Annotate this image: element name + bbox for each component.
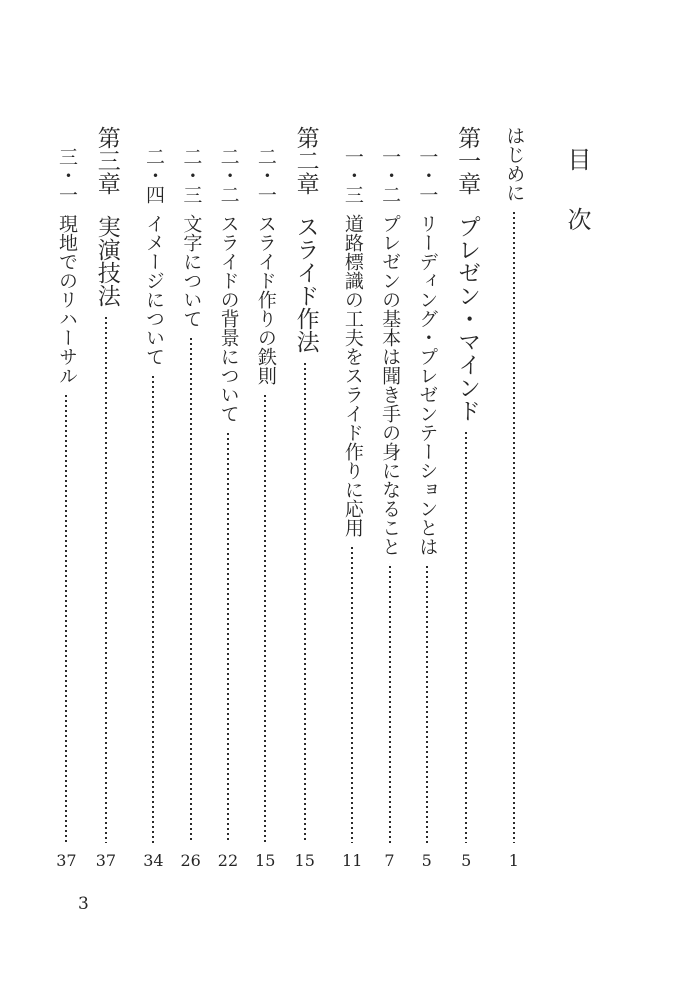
dotted-leader xyxy=(389,566,391,843)
toc-entry xyxy=(143,126,164,869)
dotted-leader xyxy=(304,363,306,843)
toc-entry-label: 二・一 xyxy=(254,147,277,204)
toc-entry xyxy=(217,126,238,869)
toc-entry-page-number: 37 xyxy=(56,851,77,870)
toc-entry-title: イメージについて xyxy=(143,214,166,366)
dotted-leader xyxy=(152,376,154,843)
dotted-leader xyxy=(513,212,515,843)
toc-entry-title: スライドの背景について xyxy=(217,214,240,423)
toc-entry-label: 三・一 xyxy=(56,147,79,204)
toc-entry-title: プレゼン・マインド xyxy=(454,215,481,422)
folio-page-number: 3 xyxy=(78,894,89,914)
toc-entry-title: 現地でのリハーサル xyxy=(56,214,79,385)
toc-entry-label: 第二章 xyxy=(292,126,319,195)
toc-entry-title: スライド作りの鉄則 xyxy=(254,214,277,385)
toc-entry-label: 第一章 xyxy=(454,126,481,195)
toc-entry-page-number: 26 xyxy=(180,851,201,870)
toc-entry xyxy=(93,126,119,869)
toc-entry-page-number: 7 xyxy=(384,851,395,870)
toc-entry xyxy=(379,126,400,869)
toc-entry-label: 二・三 xyxy=(180,147,203,204)
toc-entry-page-number: 1 xyxy=(508,851,519,870)
toc-entry-label: はじめに xyxy=(503,126,526,202)
toc-entry-page-number: 34 xyxy=(143,851,164,870)
toc-entry xyxy=(255,126,276,869)
toc-entry xyxy=(180,126,201,869)
toc-entry-page-number: 5 xyxy=(461,851,472,870)
page-title: 目 次 xyxy=(563,147,591,237)
toc-entry-page-number: 11 xyxy=(342,851,363,870)
toc-entry-title: プレゼンの基本は聞き手の身になること xyxy=(379,214,402,556)
toc-entry-label: 一・二 xyxy=(379,147,402,204)
table-of-contents xyxy=(56,126,590,869)
toc-entry-page-number: 22 xyxy=(217,851,239,870)
toc-entry-title: 文字について xyxy=(180,214,203,328)
dotted-leader xyxy=(264,395,266,843)
toc-entry-page-number: 15 xyxy=(255,851,276,870)
dotted-leader xyxy=(465,432,467,843)
toc-entry-title: スライド作法 xyxy=(292,215,319,353)
toc-entry xyxy=(453,126,479,869)
toc-entry-label: 第三章 xyxy=(93,126,120,195)
toc-entry-label: 二・四 xyxy=(143,147,166,204)
toc-entry-page-number: 15 xyxy=(294,851,315,870)
toc-entry xyxy=(503,126,524,869)
toc-entry xyxy=(56,126,77,869)
toc-entry-title: 道路標識の工夫をスライド作りに応用 xyxy=(341,214,364,537)
dotted-leader xyxy=(351,547,353,843)
toc-entry xyxy=(416,126,437,869)
dotted-leader xyxy=(426,566,428,843)
toc-entry-label: 一・三 xyxy=(341,147,364,204)
toc-entry xyxy=(342,126,363,869)
dotted-leader xyxy=(190,338,192,843)
dotted-leader xyxy=(65,395,67,843)
toc-entry-label: 一・一 xyxy=(416,147,439,204)
toc-entry-title: 実演技法 xyxy=(93,215,120,307)
toc-entry-label: 二・二 xyxy=(217,147,240,204)
toc-entry xyxy=(292,126,318,869)
dotted-leader xyxy=(105,317,107,843)
toc-entry-page-number: 5 xyxy=(421,851,432,870)
toc-entry-page-number: 37 xyxy=(95,851,117,870)
toc-entry-title: リーディング・プレゼンテーションとは xyxy=(416,214,439,556)
dotted-leader xyxy=(227,433,229,843)
